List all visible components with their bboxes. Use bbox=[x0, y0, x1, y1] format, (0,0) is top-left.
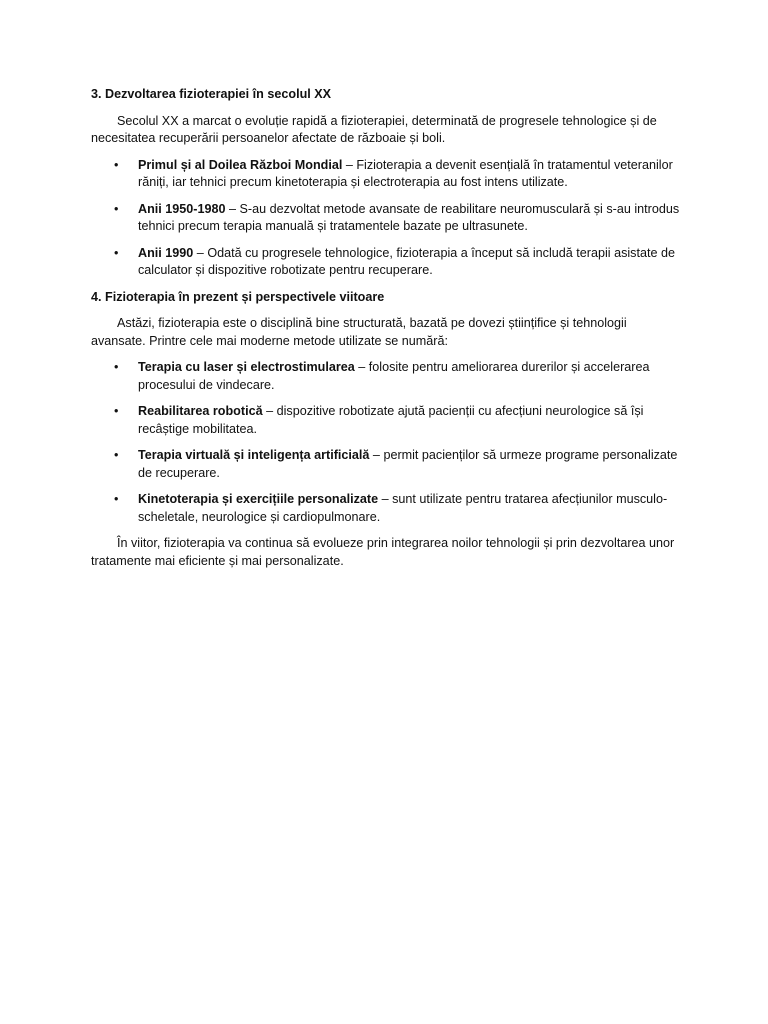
list-item-term: Anii 1950-1980 bbox=[138, 201, 226, 216]
list-item-term: Primul și al Doilea Război Mondial bbox=[138, 157, 343, 172]
section-3-list bbox=[91, 157, 683, 280]
bullet-icon: • bbox=[114, 157, 119, 172]
section-4-heading: 4. Fizioterapia în prezent și perspectivele viitoare bbox=[91, 289, 385, 304]
list-item bbox=[91, 359, 683, 394]
list-item bbox=[91, 447, 683, 482]
list-item bbox=[91, 403, 683, 438]
list-item-text: – folosite pentru ameliorarea durerilor și accelerarea procesului de vindecare. bbox=[138, 360, 650, 392]
bullet-icon: • bbox=[114, 492, 119, 506]
list-item bbox=[91, 245, 683, 280]
section-4-closing: În viitor, fizioterapia va continua să evolueze prin integrarea noilor tehnologii și prin dezvoltarea unor tratamente mai eficiente și mai personalizate. bbox=[91, 536, 675, 568]
list-item-text: – Odată cu progresele tehnologice, fizioterapia a început să includă terapii asistate de calculator și dispozitive robotizate pentru recuperare. bbox=[138, 245, 675, 277]
bullet-icon: • bbox=[114, 245, 119, 260]
list-item-text: – Fizioterapia a devenit esențială în tratamentul veteranilor răniți, iar tehnici precum kinetoterapia și electroterapia au fost intens utilizate. bbox=[138, 157, 673, 189]
list-item-term: Anii 1990 bbox=[138, 245, 194, 260]
list-item-text: – S-au dezvoltat metode avansate de reabilitare neuromusculară și s-au introdus tehnici precum terapia manuală și tratamentele bazate pe ultrasunete. bbox=[138, 201, 680, 233]
document-page bbox=[91, 86, 683, 579]
list-item bbox=[91, 491, 683, 526]
list-item bbox=[91, 201, 683, 236]
list-item-text: – permit pacienților să urmeze programe personalizate de recuperare. bbox=[138, 448, 678, 480]
list-item-text: – sunt utilizate pentru tratarea afecțiunilor musculo-scheletale, neurologice și cardiopulmonare. bbox=[138, 492, 668, 524]
section-4-intro: Astăzi, fizioterapia este o disciplină bine structurată, bazată pe dovezi științifice și tehnologii avansate. Printre cele mai moderne metode utilizate se numără: bbox=[91, 316, 627, 348]
section-3-intro: Secolul XX a marcat o evoluție rapidă a fizioterapiei, determinată de progresele tehnologice și de necesitatea recuperării persoanelor afectate de războaie și boli. bbox=[91, 113, 657, 145]
bullet-icon: • bbox=[114, 201, 119, 216]
list-item-term: Terapia virtuală și inteligența artificială bbox=[138, 448, 370, 462]
bullet-icon: • bbox=[114, 404, 119, 418]
section-3-heading: 3. Dezvoltarea fizioterapiei în secolul XX bbox=[91, 87, 332, 101]
section-4-list bbox=[91, 359, 683, 526]
list-item-term: Kinetoterapia și exercițiile personalizate bbox=[138, 492, 379, 506]
bullet-icon: • bbox=[114, 448, 119, 462]
list-item-term: Reabilitarea robotică bbox=[138, 404, 263, 418]
bullet-icon: • bbox=[114, 360, 119, 374]
list-item bbox=[91, 157, 683, 192]
list-item-text: – dispozitive robotizate ajută pacienții cu afecțiuni neurologice să își recâștige mobilitatea. bbox=[138, 404, 644, 436]
list-item-term: Terapia cu laser și electrostimularea bbox=[138, 360, 355, 374]
